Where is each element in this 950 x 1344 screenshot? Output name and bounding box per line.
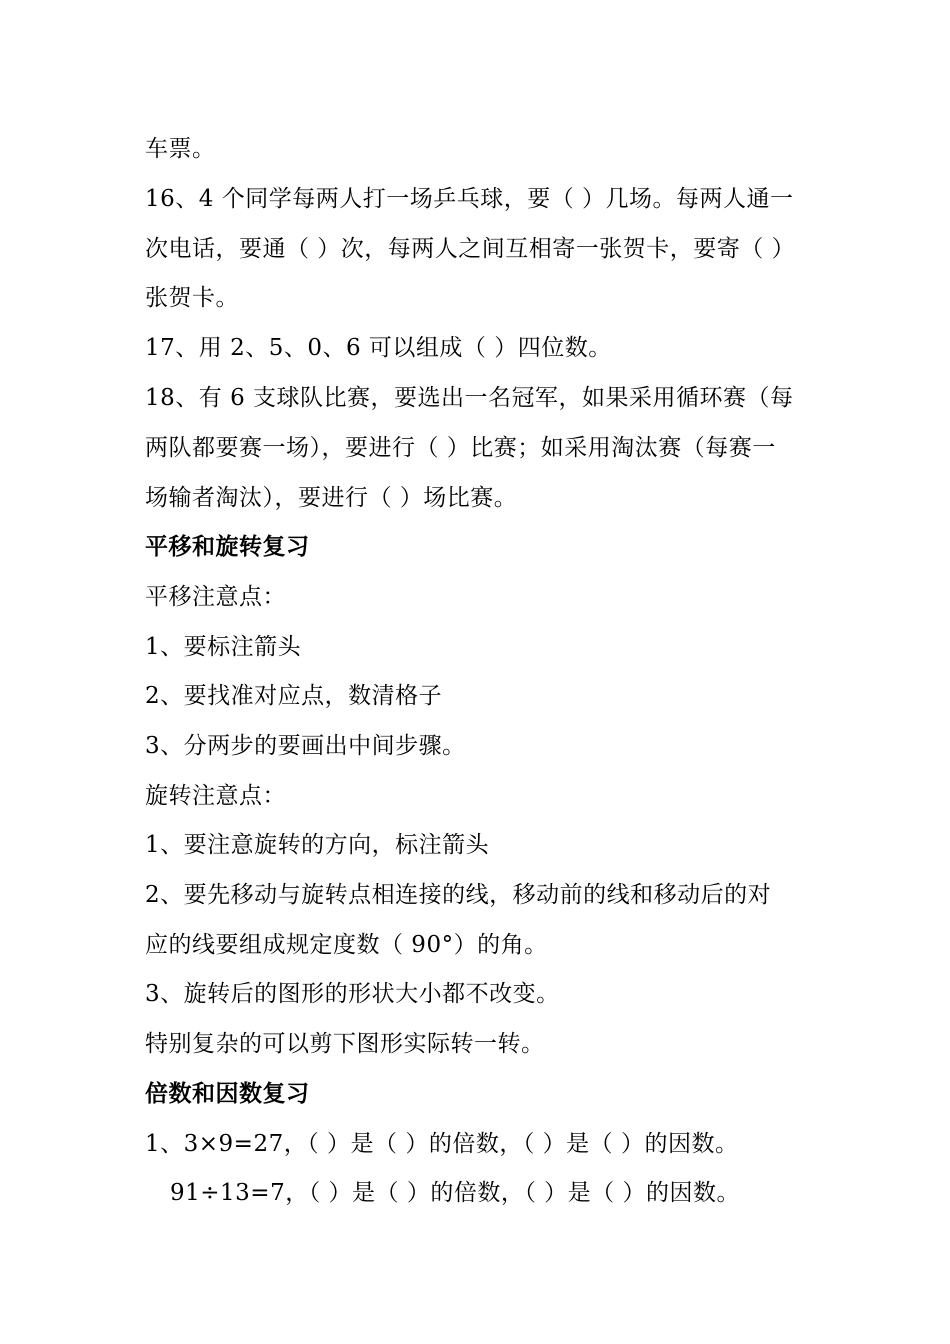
translation-note-3: 3、分两步的要画出中间步骤。 bbox=[145, 733, 466, 759]
rotation-note-3: 3、旋转后的图形的形状大小都不改变。 bbox=[145, 981, 560, 1007]
translation-note-2: 2、要找准对应点，数清格子 bbox=[145, 683, 443, 709]
factors-question-1-line-2: 91÷13=7，（ ）是（ ）的倍数，（ ）是（ ）的因数。 bbox=[170, 1180, 740, 1206]
factors-question-1-line-1: 1、3×9=27，（ ）是（ ）的倍数，（ ）是（ ）的因数。 bbox=[145, 1131, 739, 1157]
translation-note-1: 1、要标注箭头 bbox=[145, 634, 302, 660]
section-heading-multiples-factors: 倍数和因数复习 bbox=[145, 1080, 310, 1107]
question-18-line-1: 18、有 6 支球队比赛，要选出一名冠军，如果采用循环赛（每 bbox=[145, 385, 794, 411]
question-17: 17、用 2、5、0、6 可以组成（ ）四位数。 bbox=[145, 335, 612, 361]
translation-notes-title: 平移注意点： bbox=[145, 584, 286, 610]
text-line-ticket-end: 车票。 bbox=[145, 136, 216, 162]
question-18-line-2: 两队都要赛一场），要进行（ ）比赛；如采用淘汰赛（每赛一 bbox=[145, 435, 776, 461]
rotation-note-2-line-1: 2、要先移动与旋转点相连接的线，移动前的线和移动后的对 bbox=[145, 882, 772, 908]
rotation-notes-title: 旋转注意点： bbox=[145, 783, 286, 809]
question-18-line-3: 场输者淘汰），要进行（ ）场比赛。 bbox=[145, 485, 518, 511]
rotation-note-2-line-2: 应的线要组成规定度数（ 90°）的角。 bbox=[145, 932, 548, 958]
question-16-line-1: 16、4 个同学每两人打一场乒乓球，要（ ）几场。每两人通一 bbox=[145, 186, 794, 212]
question-16-line-2: 次电话，要通（ ）次，每两人之间互相寄一张贺卡，要寄（ ） bbox=[145, 236, 796, 262]
section-heading-translation-rotation: 平移和旋转复习 bbox=[145, 533, 310, 560]
rotation-note-1: 1、要注意旋转的方向，标注箭头 bbox=[145, 832, 490, 858]
question-16-line-3: 张贺卡。 bbox=[145, 285, 239, 311]
rotation-tip: 特别复杂的可以剪下图形实际转一转。 bbox=[145, 1031, 545, 1057]
